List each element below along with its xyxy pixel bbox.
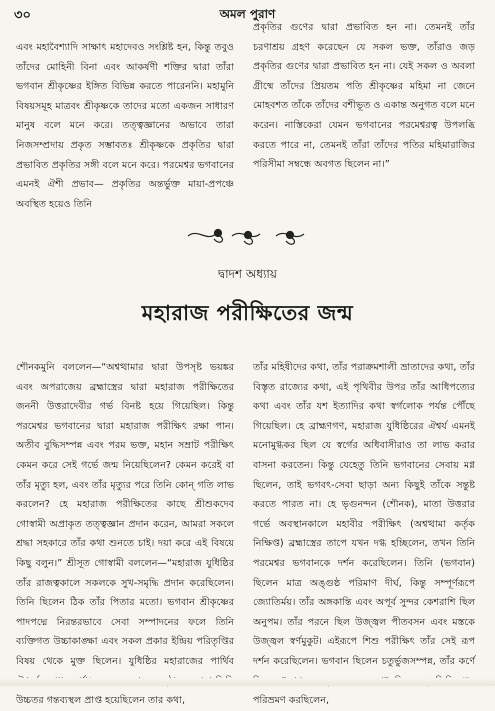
bottom-right-paragraph: তাঁর মহিষীদের কথা, তাঁর পরাক্রমশালী ভ্রাতাদের কথা, তাঁর বিস্তৃত রাজ্যের কথা, এই পৃথিবীর উপর তাঁর আধিপত্যের কথা এবং তাঁর যশ ইত্যাদির কথা স্বর্গলোক পর্যন্ত পৌঁছে গিয়েছিল। হে ব্রাহ্মণগণ, মহারাজ যুধিষ্ঠিরের ঐশ্বর্য এমনই মনোমুগ্ধকর ছিল যে স্বর্গের অধিবাসীরাও তা লাভ করার বাসনা করতেন। কিন্তু যেহেতু তিনি ভগবানের সেবায় মগ্ন ছিলেন, তাই ভগবৎ-সেবা ছাড়া অন্য কিছুই তাঁকে সন্তুষ্ট করতে পারত না। হে ভৃগুনন্দন (শৌনক), মাতা উত্তরার গর্ভে অবস্থানকালে মহাবীর পরীক্ষিৎ (অশ্বত্থামা কর্তৃক নিক্ষিপ্ত) ব্রহ্মাস্ত্রের তাপে যখন দগ্ধ হচ্ছিলেন, তখন তিনি পরমেশ্বর ভগবানকে দর্শন করেছিলেন। তিনি (ভগবান) ছিলেন মাত্র অঙ্গুষ্ঠ পরিমাণ দীর্ঘ, কিন্তু সম্পূর্ণরূপে জ্যোতির্ময়। তাঁর অঙ্গকান্তি এবং অপূর্ব সুন্দর কেশরাশি ছিল অনুপম। তাঁর পরনে ছিল উজ্জ্বল পীতবসন এবং মস্তকে উজ্জ্বল স্বর্ণমুকুট। এইরূপে শিশু পরীক্ষিৎ তাঁর সেই রূপ দর্শন করেছিলেন। ভগবান ছিলেন চতুর্ভুজসম্পন্ন, তাঁর কর্ণে পরিভ্রমণ করছিলেন, [253,362,475,707]
top-left-paragraph: এবং মহাবৈশ্যাদি সাক্ষাৎ মহাদেবও সংশ্লিষ্ট হন, কিন্তু তবুও তাঁদের মোহিনী বিনা এবং আকর্ষণী শক্তির দ্বারা তাঁরা ভগবান শ্রীকৃষ্ণের ইঙ্গিত বিভিন্ন করতে পারেননি। মহামুনি বিষয়সমূহ মাত্রবং শ্রীকৃষ্ণকে তাদের মতো একজন সাধারণ মানুষ বলে মনে করে। তত্ত্বজ্ঞানের অভাবে তারা নিজসম্প্রদায় প্রকৃত সম্ভাবতঃ শ্রীকৃষ্ণকে প্রকৃতির দ্বারা প্রভাবিত প্রকৃতির সঙ্গী বলে মনে করে। পরমেশ্বর ভগবানের এমনই ঐশী প্রভাব— প্রকৃতির অন্তর্ভুক্ত মায়া-প্রপঞ্চে অবস্থিত হয়েও তিনি [16,42,234,210]
page-number: ৩০ [14,8,31,23]
chapter-label: দ্বাদশ অধ্যায় [218,267,277,281]
bottom-left-column [16,358,234,711]
floral-ornament-icon [180,224,315,250]
top-right-paragraph: প্রকৃতির গুণের দ্বারা প্রভাবিত হন না। তেমনই তাঁর চরণাশ্রয় গ্রহণ করেছেন যে সকল ভক্ত, তাঁরাও জড় প্রকৃতির গুণের দ্বারা প্রভাবিত হন না। যেই সকল ও অবলা গ্রীষ্মে তাঁদের প্রিয়তম পতি শ্রীকৃষ্ণের মহিমা না জেনে মোহবশত তাঁকে তাঁদের বশীভূত ও একান্ত অনুগত বলে মনে করেন। নাস্তিকেরা যেমন ভগবানের পরমেশ্বরত্ব উপলব্ধি করতে পারে না, তেমনই তাঁরা তাঁদের পতির মহিমারাজির পরিসীমা সম্বন্ধে অবগত ছিলেন না।” [253,22,475,171]
top-left-column [16,38,234,214]
chapter-title: মহারাজ পরীক্ষিতের জন্ম [141,301,354,325]
page-bottom-edge [0,678,495,686]
running-title: অমল পুরাণ [219,7,276,21]
bottom-right-column [253,358,475,711]
bottom-left-paragraph: শৌনকমুনি বললেন—“অশ্বত্থামার দ্বারা উপসৃষ্ট ভয়ঙ্কর এবং অপরাজেয় ব্রহ্মাস্ত্রের দ্বারা মহারাজ পরীক্ষিতের জননী উত্তরাদেবীর গর্ভ বিনষ্ট হয়ে গিয়েছিল। কিন্তু পরমেশ্বর ভগবানের দ্বারা মহারাজ পরীক্ষিৎ রক্ষা পান। অতীব বুদ্ধিসম্পন্ন এবং পরম ভক্ত, মহান সম্রাট পরীক্ষিৎ কেমন করে সেই গর্ভে জন্ম নিয়েছিলেন? কেমন করেই বা তাঁর মৃত্যু হল, এবং তাঁর মৃত্যুর পরে তিনি কোন্ গতি লাভ করলেন? হে মহারাজ পরীক্ষিতের কাছে শ্রীশুকদেব গোস্বামী অপ্রাকৃত তত্ত্বজ্ঞান প্রদান করেন, আমরা সকলে শ্রদ্ধা সহকারে তাঁর কথা শুনতে চাই। দয়া করে এই বিষয়ে কিছু বলুন।” শ্রীসূত গোস্বামী বললেন—“মহারাজ যুধিষ্ঠির তাঁর রাজত্বকালে সকলকে সুখ-সমৃদ্ধি প্রদান করেছিলেন। তিনি ছিলেন ঠিক তাঁর পিতার মতো। ভগবান শ্রীকৃষ্ণের পাদপদ্মে নিরন্তরভাবে সেবা সম্পাদনের ফলে তিনি ব্যক্তিগত উচ্চাকাঙ্ক্ষা এবং সকল প্রকার ইন্দ্রিয় পরিতৃপ্তির বিষয় থেকে মুক্ত ছিলেন। যুধিষ্ঠির মহারাজের পার্থিব উচ্চতর গন্তব্যস্থল প্রাপ্ত হয়েছিলেন তার কথা, [16,362,234,707]
top-right-column [253,18,475,175]
